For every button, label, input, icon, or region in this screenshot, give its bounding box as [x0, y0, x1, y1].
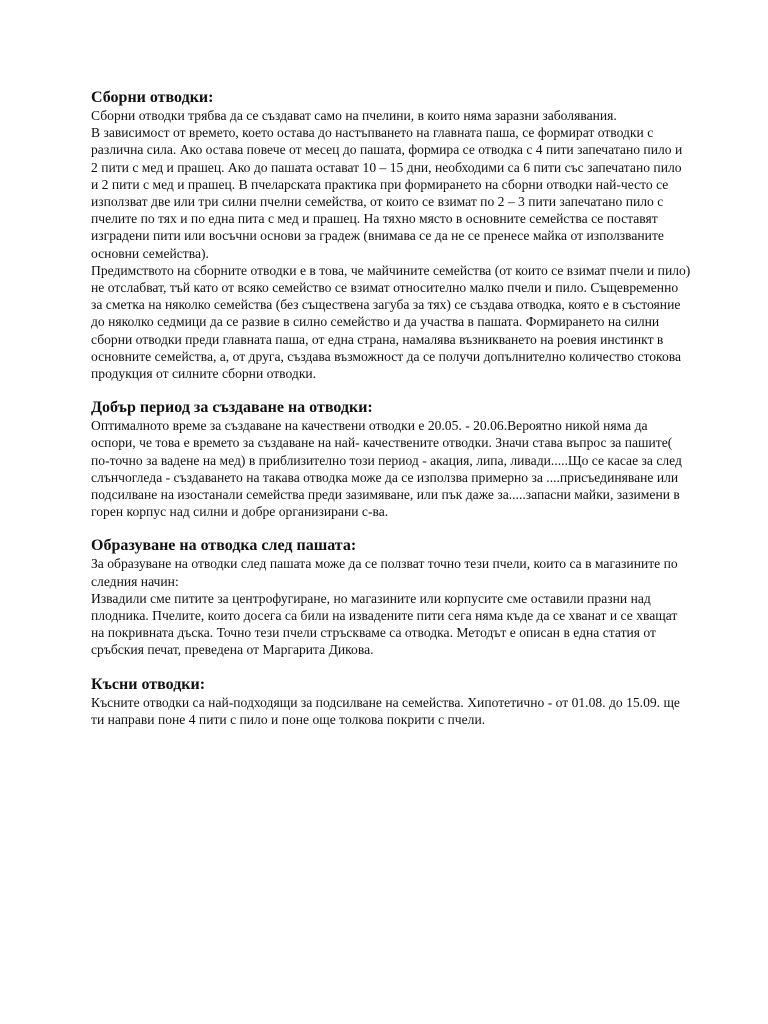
paragraph: За образуване на отводки след пашата може да се ползват точно тези пчели, които са в магазините по следния начин: — [91, 556, 678, 589]
section-spacer — [91, 520, 691, 536]
section-spacer — [91, 659, 691, 675]
paragraph: Извадили сме питите за центрофугиране, но магазините или корпусите сме оставили празни над плодника. Пчелите, които досега са били на извадените пити сега няма къде да се хванат и се хващат на покривната дъска. Точно тези пчели стръскваме са отводка. Методът е описан в една статия от сръбския печат, преведена от Маргарита Дикова. — [91, 590, 678, 658]
section-dobar-period — [91, 398, 691, 520]
section-heading: Образуване на отводка след пашата: — [91, 537, 357, 555]
section-heading: Сборни отводки: — [91, 89, 214, 106]
section-kasni-otvodki — [91, 675, 691, 728]
section-heading: Късни отводки: — [91, 675, 206, 693]
section-obrazuvane-sled-pashata — [91, 536, 691, 658]
paragraph: В зависимост от времето, което остава до настъпването на главната паша, се формират отводки с различна сила. Ако остава повече от месец до пашата, формира се отводка с 4 пити запечатано пило и 2 пити с мед и прашец. Ако до пашата остават 10 – 15 дни, необходими са 6 пити със запечатано пило и 2 пити с мед и прашец. В пчеларската практика при формирането на сборни отводки най-често се използват две или три силни пчелни семейства, от които се взимат по 2 – 3 пити запечатано пило с пчелите по тях и по една пита с мед и прашец. На тяхно място в основните семейства се поставят изградени пити или восъчни основи за градеж (внимава се да не се пренесе майка от използваните основни семейства). — [91, 125, 683, 261]
paragraph: Сборни отводки трябва да се създават само на пчелини, в които няма заразни заболявания. — [91, 108, 617, 123]
paragraph: Късните отводки са най-подходящи за подсилване на семейства. Хипотетично - от 01.08. до 15.09. ще ти направи поне 4 пити с пило и поне още толкова покрити с пчели. — [91, 694, 680, 727]
section-sborni-otvodki — [91, 88, 691, 382]
document-body — [91, 88, 691, 728]
section-spacer — [91, 382, 691, 398]
section-heading: Добър период за създаване на отводки: — [91, 399, 373, 417]
paragraph: Предимството на сборните отводки е в това, че майчините семейства (от които се взимат пчели и пило) не отслабват, тъй като от всяко семейство се взимат относително малко пчели и пило. Същевременно за сметка на няколко семейства (без съществена загуба за тях) се създава отводка, която е в състояние до няколко седмици да се развие в силно семейство и да участва в пашата. Формирането на силни сборни отводки преди главната паша, от една страна, намалява възникването на роевия инстинкт в основните семейства, а, от друга, създава възможност да се получи допълнително количество стокова продукция от силните сборни отводки. — [91, 262, 691, 382]
paragraph: Оптималното време за създаване на качествени отводки е 20.05. - 20.06.Вероятно никой няма да оспори, че това е времето за създаване на най- качествените отводки. Значи става въпрос за пашите( по-точно за вадене на мед) в приблизително този период - акация, липа, ливади.....Що се касае за след слънчогледа - създаването на такава отводка може да се използва примерно за ....присъединяване или подсилване на изостанали семейства преди зазимяване, или пък даже за.....запасни майки, зазимени в горен корпус над силни и добре организирани с-ва. — [91, 418, 682, 520]
